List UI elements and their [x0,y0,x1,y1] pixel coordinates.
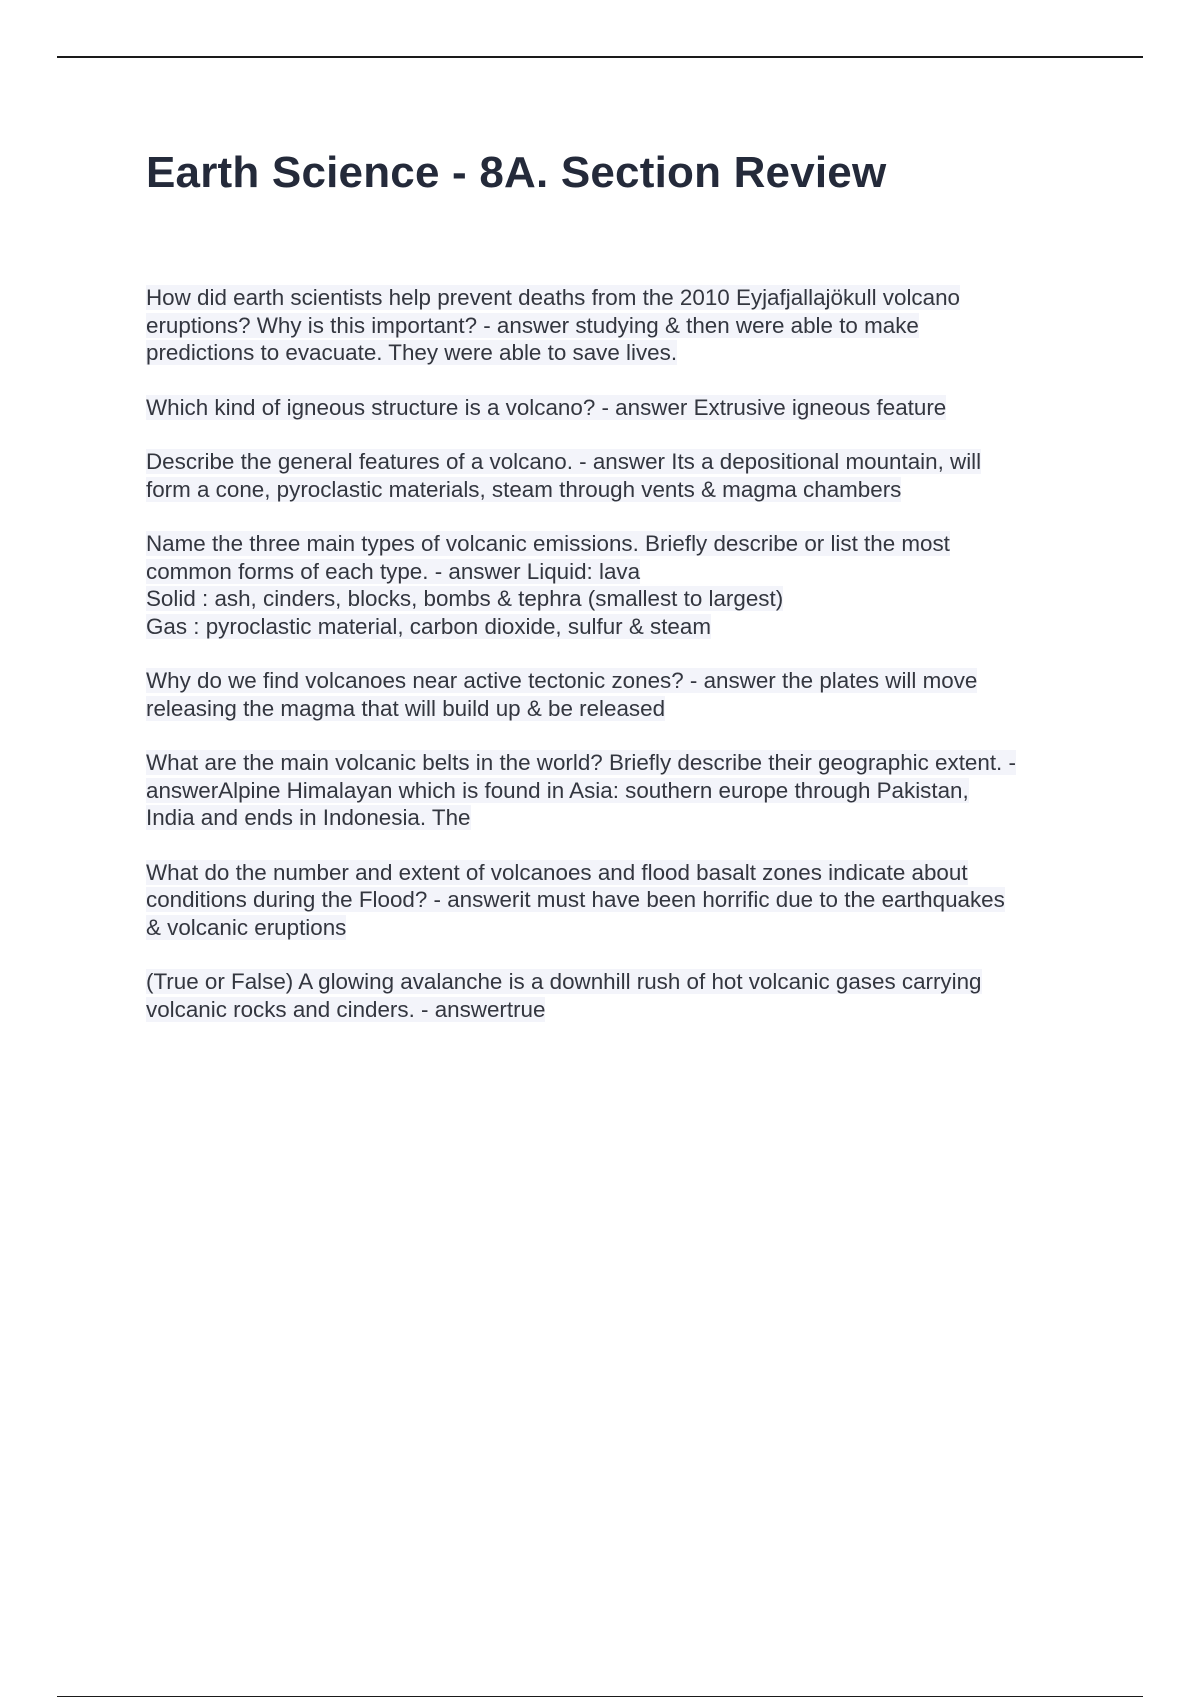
qa-item-text: Which kind of igneous structure is a volcano? - answer Extrusive igneous feature [146,394,947,420]
top-rule [57,56,1143,58]
qa-item-text: Describe the general features of a volcano. - answer Its a depositional mountain, will form a cone, pyroclastic materials, steam through vents & magma chambers [146,449,982,502]
qa-item [146,968,1091,1023]
qa-list [146,284,1091,1050]
qa-item [146,284,1091,367]
page-title: Earth Science - 8A. Section Review [146,148,887,197]
qa-item-text: What do the number and extent of volcanoes and flood basalt zones indicate about conditions during the Flood? - answerit must have been horrific due to the earthquakes & volcanic eruptions [146,859,1005,940]
qa-item [146,448,1091,503]
qa-item [146,859,1091,942]
qa-item-text: Name the three main types of volcanic emissions. Briefly describe or list the most common forms of each type. - answer Liquid: lava Solid : ash, cinders, blocks, bombs & tephra (smallest to largest) Gas : pyroclastic material, carbon dioxide, sulfur & steam [146,531,950,639]
bottom-rule [57,1696,1143,1697]
qa-item-text: Why do we find volcanoes near active tectonic zones? - answer the plates will move releasing the magma that will build up & be released [146,668,978,721]
qa-item [146,749,1091,832]
qa-item-text: What are the main volcanic belts in the world? Briefly describe their geographic extent. - answerAlpine Himalayan which is found in Asia: southern europe through Pakistan, India and ends in Indonesia. The [146,750,1016,830]
qa-item [146,667,1091,722]
qa-item [146,394,1091,422]
qa-item-text: How did earth scientists help prevent deaths from the 2010 Eyjafjallajökull volcano eruptions? Why is this important? - answer studying & then were able to make predictions to evacuate. They were able to save lives. [146,285,960,365]
qa-item [146,530,1091,640]
qa-item-text: (True or False) A glowing avalanche is a downhill rush of hot volcanic gases carrying volcanic rocks and cinders. - answertrue [146,969,982,1022]
